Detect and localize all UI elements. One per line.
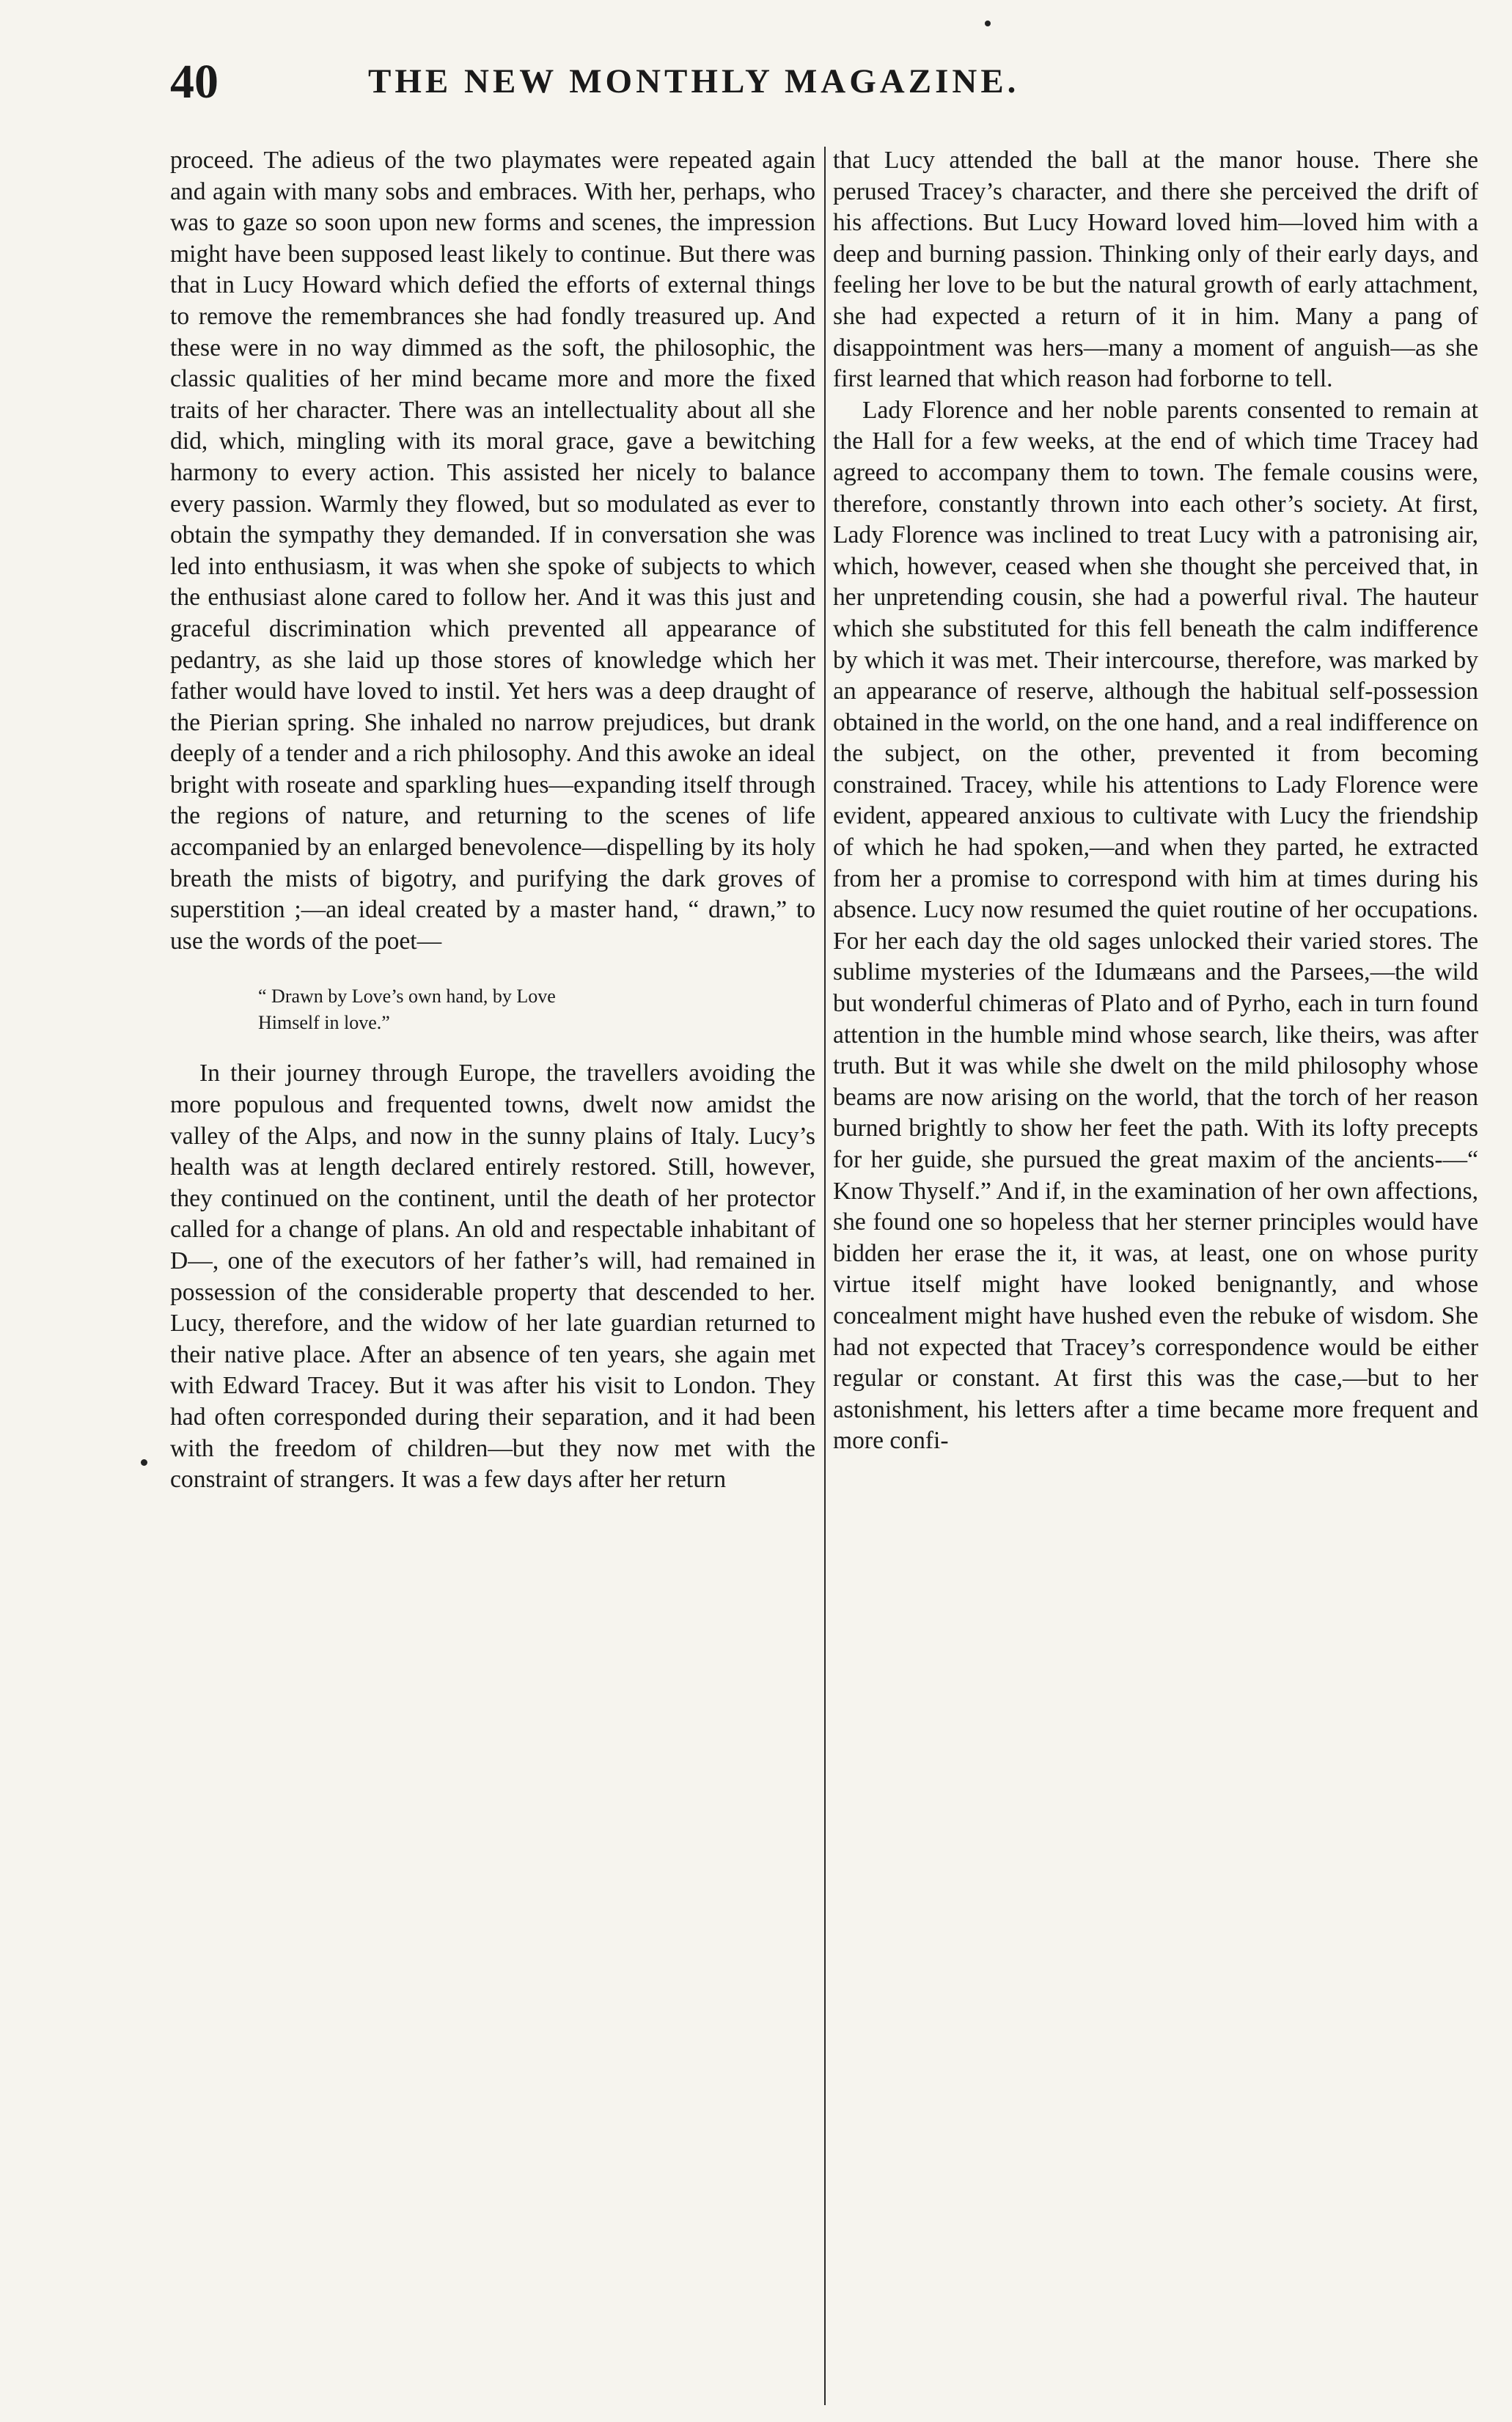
page-header [170, 51, 1505, 117]
ink-speck [141, 1459, 147, 1466]
paragraph: Lady Florence and her noble parents consented to remain at the Hall for a few weeks, at the end of which time Tracey had agreed to accompany them to town. The female cousins were, therefore, constantly thrown into each other’s society. At first, Lady Florence was inclined to treat Lucy with a patronising air, which, however, ceased when she thought she perceived that, in her unpretending cousin, she had a powerful rival. The hauteur which she substituted for this fell beneath the calm indifference by which it was met. Their intercourse, therefore, was marked by an appearance of reserve, although the habitual self-possession obtained in the world, on the one hand, and a real indifference on the subject, on the other, prevented it from becoming constrained. Tracey, while his attentions to Lady Florence were evident, appeared anxious to cultivate with Lucy the friendship of which he had spoken,—and when they parted, he extracted from her a promise to correspond with him at times during his absence. Lucy now resumed the quiet routine of her occupations. For her each day the old sages unlocked their varied stores. The sublime mysteries of the Idumæans and the Parsees,—the wild but wonderful chimeras of Plato and of Pyrho, each in turn found attention in the humble mind whose search, like theirs, was after truth. But it was while she dwelt on the mild philosophy whose beams are now arising on the world, that the torch of her reason burned brightly to show her feet the path. With its lofty precepts for her guide, she pursued the great maxim of the ancients-—“ Know Thyself.” And if, in the examination of her own affections, she found one so hopeless that her sterner principles would have bidden her erase the it, it was, at least, one on whose purity virtue itself might have looked benignantly, and whose concealment might have hushed even the rebuke of wisdom. She had not expected that Tracey’s correspondence would be either regular or constant. At first this was the case,—but to her astonishment, his letters after a time became more frequent and more confi- [833, 396, 1478, 1455]
running-head: THE NEW MONTHLY MAGAZINE. [368, 62, 1020, 100]
paragraph: proceed. The adieus of the two playmates were repeated again and again with many sobs and embraces. With her, perhaps, who was to gaze so soon upon new forms and scenes, the impression might have been supposed least likely to continue. But there was that in Lucy Howard which defied the efforts of external things to remove the remembrances she had fondly treasured up. And these were in no way dimmed as the soft, the philosophic, the classic qualities of her mind became more and more the fixed traits of her character. There was an intellectuality about all she did, which, mingling with its moral grace, gave a bewitching harmony to every action. This assisted her nicely to balance every passion. Warmly they flowed, but so modulated as ever to obtain the sympathy they demanded. If in conversation she was led into enthusiasm, it was when she spoke of subjects to which the enthusiast alone cared to follow her. And it was this just and graceful discrimination which prevented all appearance of pedantry, as she laid up those stores of knowledge which her father would have loved to instil. Yet hers was a deep draught of the Pierian spring. She inhaled no narrow prejudices, but drank deeply of a tender and a rich philosophy. And this awoke an ideal bright with roseate and sparkling hues—expanding itself through the regions of nature, and returning to the scenes of life accompanied by an enlarged benevolence—dispelling by its holy breath the mists of bigotry, and purifying the dark groves of superstition ;—an ideal created by a master hand, “ drawn,” to use the words of the poet— [170, 147, 815, 955]
paragraph: In their journey through Europe, the travellers avoiding the more populous and frequented towns, dwelt now amidst the valley of the Alps, and now in the sunny plains of Italy. Lucy’s health was at length declared entirely restored. Still, however, they continued on the continent, until the death of her protector called for a change of plans. An old and respectable inhabitant of D—, one of the executors of her father’s will, had remained in possession of the considerable property that descended to her. Lucy, therefore, and the widow of her late guardian returned to their native place. After an absence of ten years, she again met with Edward Tracey. But it was after his visit to London. They had often corresponded during their separation, and it had been with the freedom of children—but they now met with the constraint of strangers. It was a few days after her return [170, 1060, 815, 1494]
quote-line: “ Drawn by Love’s own hand, by Love [258, 986, 556, 1008]
right-column [833, 145, 1478, 1457]
quote-line: Himself in love.” [258, 1012, 390, 1034]
block-quote [258, 983, 815, 1036]
ink-speck [985, 21, 991, 26]
paragraph: that Lucy attended the ball at the manor house. There she perused Tracey’s character, and there she perceived the drift of his affections. But Lucy Howard loved him—loved him with a deep and burning passion. Thinking only of their early days, and feeling her love to be but the natural growth of early attachment, she had expected a return of it in him. Many a pang of disappointment was hers—many a moment of anguish—as she first learned that which reason had forborne to tell. [833, 147, 1478, 393]
page-number: 40 [170, 55, 219, 109]
left-column [170, 145, 815, 1496]
column-divider [824, 147, 826, 2405]
